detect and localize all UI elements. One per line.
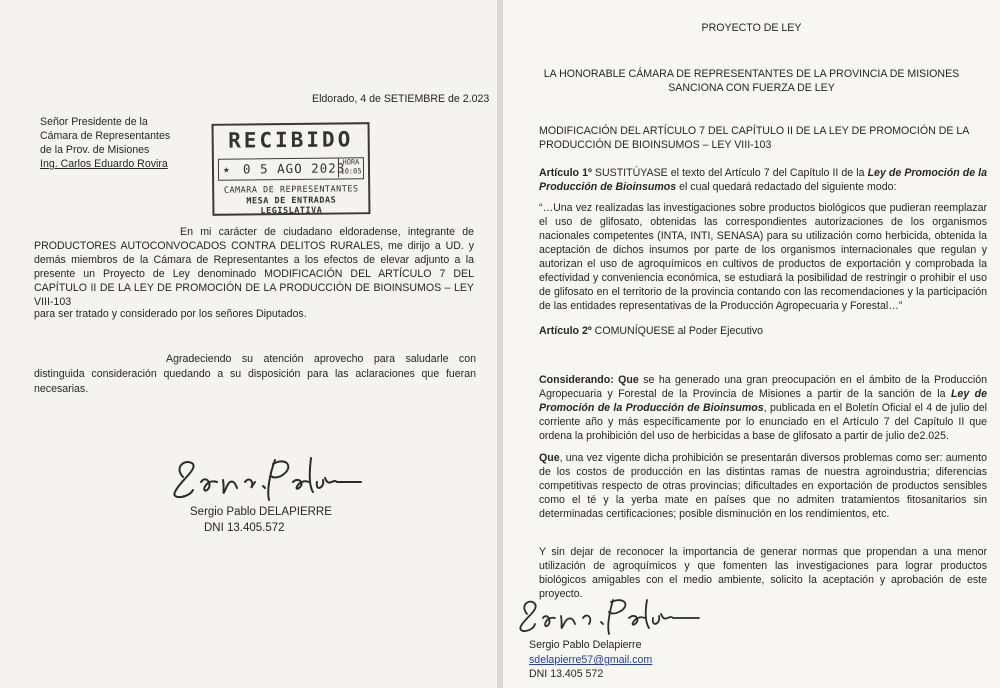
considering-text-a: se ha generado una gran preocupación en el ámbito de la Producción Agropecuaria y Forestal de la Provincia de Misiones a partir de la sanción de la: [539, 374, 987, 400]
addressee-line-2: Cámara de Representantes: [40, 130, 171, 142]
article-2-text: COMUNÍQUESE al Poder Ejecutivo: [591, 325, 764, 337]
received-stamp: [212, 122, 371, 216]
stamp-date: 0 5 AGO 2023: [242, 160, 346, 177]
signer-dni: DNI 13.405 572: [529, 668, 604, 680]
chamber-line-2: SANCIONA CON FUERZA DE LEY: [668, 82, 835, 94]
signer-dni: DNI 13.405.572: [204, 522, 285, 534]
signature-image: [165, 452, 365, 507]
chamber-line-1: LA HONORABLE CÁMARA DE REPRESENTANTES DE LA PROVINCIA DE MISIONES: [543, 68, 960, 80]
que-text: , una vez vigente dicha prohibición se presentarán diversos problemas como ser: aumento de los costos de producción en las distintas ramas de nuestra agroindustria; diferencias competitivas respecto de otras provincias; dificultades en exportación de productos sensibles como el té y la yerba mate en países que no admiten tratamientos fitosanitarios sin determinadas certificaciones; posible disminución en los rendimientos, etc.: [539, 452, 987, 520]
stamp-line-2: MESA DE ENTRADAS LEGISLATIVA: [246, 195, 337, 217]
addressee-line-3: de la Prov. de Misiones: [40, 144, 150, 156]
addressee-line-1: Señor Presidente de la: [40, 116, 148, 128]
considering-text-b: , publicada en el Boletín Oficial el 4 de julio del corriente año y más específicamente por lo enunciado en el Artículo 7 del Capítulo II que ordena la prohibición del uso de herbicidas a base de glifosato a partir de julio de2.025.: [539, 402, 987, 442]
bill-header: PROYECTO DE LEY: [701, 22, 802, 34]
considering-label: Considerando: Que: [539, 374, 639, 386]
article-2: [539, 324, 987, 338]
signature-image: [513, 596, 703, 640]
article-1-quote: “…Una vez realizadas las investigaciones sobre productos biológicos que pudieran reemplazar el uso de glifosato, obtenidas las correspondientes autorizaciones de los organismos nacionales competentes (INTA, INTI, SENASA) para su utilización como herbicida, obtenida la aceptación de dichos insumos por parte de los organismos internacionales que regulan y autorizan el uso de agroquímicos en cultivos de productos de exportación y comprobada la efectividad y conveniencia económica, se estudiará la posibilidad de restringir o prohibir el uso de glifosato en el territorio de la provincia contando con las recomendaciones y la participación de las entidades representativas de la Producción Agropecuaria y Forestal…”: [539, 202, 987, 312]
stamp-title: RECIBIDO: [227, 127, 354, 153]
article-1-law-name: Ley de Promoción de la Producción de Bioinsumos: [539, 167, 987, 193]
star-icon: ★: [222, 162, 230, 176]
stamp-line-1: CAMARA DE REPRESENTANTES: [223, 184, 359, 196]
article-1-label: Artículo 1º: [539, 167, 592, 179]
stamp-time-box: [338, 158, 363, 177]
stamp-time-value: 10:05: [340, 167, 362, 176]
addressee-line-4: Ing. Carlos Eduardo Rovira: [40, 158, 168, 170]
letter-paragraph-1: En mi carácter de ciudadano eldoradense, integrante de PRODUCTORES AUTOCONVOCADOS CONTRA DELITOS RURALES, me dirijo a UD. y demás miembros de la Cámara de Representantes a los efectos de elevar adjunto a la presente un Proyecto de Ley denominado MODIFICACIÓN DEL ARTÍCULO 7 DEL CAPÍTULO II DE LA LEY DE PROMOCIÓN DE LA PRODUCCIÓN DE BIOINSUMOS – LEY VIII-103: [34, 226, 474, 308]
article-1-text-b: el cual quedará redactado del siguiente modo:: [676, 181, 897, 193]
que-label: Que: [539, 452, 560, 464]
addressee-block: [40, 115, 210, 171]
cover-letter-page: [0, 0, 497, 688]
considering-paragraph: [539, 373, 987, 443]
bill-subject: MODIFICACIÓN DEL ARTÍCULO 7 DEL CAPÍTULO II DE LA LEY DE PROMOCIÓN DE LA PRODUCCIÓN DE BIOINSUMOS – LEY VIII-103: [539, 125, 969, 151]
signer-name: Sergio Pablo Delapierre: [529, 639, 642, 651]
letter-paragraph-3: Agradeciendo su atención aprovecho para saludarle con distinguida consideración quedando a su disposición para las aclaraciones que fueran necesarias.: [34, 353, 476, 395]
que-paragraph: [539, 451, 987, 521]
stamp-date-row: [218, 157, 364, 181]
place-date: Eldorado, 4 de SETIEMBRE de 2.023: [312, 93, 490, 105]
letter-paragraph-2: para ser tratado y considerado por los señores Diputados.: [34, 308, 307, 320]
closing-paragraph: Y sin dejar de reconocer la importancia de generar normas que propendan a una menor utilización de agroquímicos y que fomenten las investigaciones para lograr productos biológicos amigables con el medio ambiente, solicito la aceptación y aprobación de este proyecto.: [539, 546, 987, 600]
considering-law-name: Ley de Promoción de la Producción de Bioinsumos: [539, 388, 988, 414]
signer-email-link[interactable]: sdelapierre57@gmail.com: [529, 654, 653, 666]
article-2-label: Artículo 2º: [539, 325, 592, 337]
bill-page: [503, 0, 1000, 688]
article-1: [539, 166, 987, 194]
signer-name: Sergio Pablo DELAPIERRE: [190, 506, 332, 518]
stamp-time-label: HORA: [342, 158, 360, 167]
article-1-text-a: SUSTITÚYASE el texto del Artículo 7 del Capítulo II de la: [591, 167, 868, 179]
